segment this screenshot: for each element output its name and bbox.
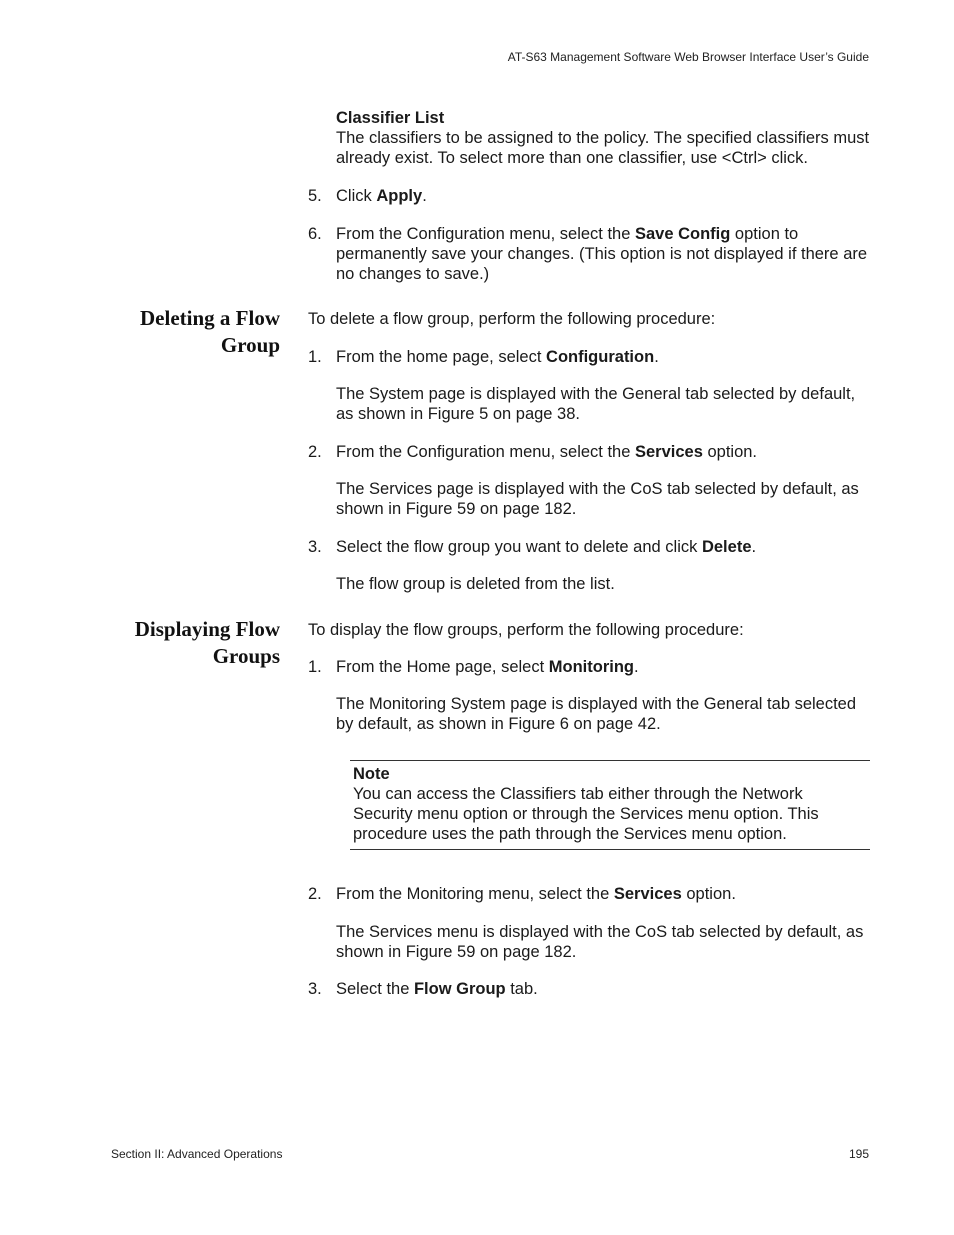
- step-number: 3.: [308, 980, 322, 998]
- step-text: option to permanently save your changes. (This option is not displayed if there are no changes to save.): [336, 225, 868, 283]
- step-keyword: Services: [613, 885, 682, 903]
- step-text: tab.: [505, 980, 538, 998]
- step-text: From the Home page, select: [336, 658, 549, 676]
- step-save-config: [336, 224, 876, 284]
- heading-line: Deleting a Flow: [140, 306, 280, 330]
- step-text: .: [422, 187, 427, 205]
- step-number: 5.: [308, 187, 322, 205]
- step-detail: The Services page is displayed with the CoS tab selected by default, as shown in Figure 59 on page 182.: [336, 480, 859, 518]
- step-keyword: Apply: [376, 187, 423, 205]
- step-detail: The System page is displayed with the General tab selected by default, as shown in Figure 5 on page 38.: [336, 385, 856, 423]
- step-select-configuration: [336, 347, 876, 367]
- step-text: From the Monitoring menu, select the: [336, 885, 614, 903]
- section-heading-deleting: [80, 305, 280, 359]
- step-select-services: [336, 442, 876, 462]
- step-keyword: Configuration: [546, 348, 655, 366]
- classifier-list-text: The classifiers to be assigned to the policy. The specified classifiers must already exist. To select more than one classifier, use <Ctrl> click.: [336, 129, 870, 167]
- step-select-services: [336, 884, 876, 904]
- note-title: Note: [353, 765, 390, 783]
- step-text: Select the flow group you want to delete and click: [336, 538, 702, 556]
- step-text: .: [654, 348, 659, 366]
- step-number: 1.: [308, 348, 322, 366]
- running-header: AT-S63 Management Software Web Browser Interface User’s Guide: [507, 50, 869, 64]
- step-select-monitoring: [336, 657, 876, 677]
- heading-line: Groups: [212, 644, 280, 668]
- step-text: From the Configuration menu, select the: [336, 443, 635, 461]
- step-keyword: Monitoring: [548, 658, 634, 676]
- step-number: 2.: [308, 443, 322, 461]
- step-text: option.: [681, 885, 736, 903]
- step-text: .: [751, 538, 757, 556]
- step-detail: The flow group is deleted from the list.: [336, 575, 615, 593]
- step-select-flow-group-tab: [336, 979, 876, 999]
- heading-line: Group: [220, 333, 280, 357]
- step-number: 1.: [308, 658, 322, 676]
- note-text: You can access the Classifiers tab either through the Network Security menu option or through the Services menu option. This procedure uses the path through the Services menu option.: [353, 785, 819, 843]
- step-text: option.: [702, 443, 758, 461]
- step-number: 2.: [308, 885, 322, 903]
- step-text: Select the: [336, 980, 414, 998]
- step-text: From the home page, select: [336, 348, 547, 366]
- classifier-list-block: [336, 108, 876, 168]
- section-intro: To display the flow groups, perform the following procedure:: [308, 621, 744, 639]
- section-intro: To delete a flow group, perform the following procedure:: [308, 310, 716, 328]
- classifier-list-heading: Classifier List: [336, 109, 445, 127]
- note-box: [350, 760, 870, 850]
- step-delete: [336, 537, 876, 557]
- step-text: Click: [336, 187, 377, 205]
- heading-line: Displaying Flow: [134, 617, 280, 641]
- step-keyword: Save Config: [634, 225, 731, 243]
- page-number: 195: [848, 1147, 869, 1161]
- step-keyword: Delete: [701, 538, 752, 556]
- step-keyword: Flow Group: [413, 980, 506, 998]
- step-detail: The Services menu is displayed with the CoS tab selected by default, as shown in Figure 59 on page 182.: [336, 923, 864, 961]
- step-detail: The Monitoring System page is displayed with the General tab selected by default, as shown in Figure 6 on page 42.: [336, 695, 857, 733]
- step-apply: [336, 186, 876, 206]
- step-text: .: [634, 658, 639, 676]
- step-number: 3.: [308, 538, 322, 556]
- step-keyword: Services: [634, 443, 703, 461]
- step-number: 6.: [308, 225, 322, 243]
- section-heading-displaying: [80, 616, 280, 670]
- footer-section: Section II: Advanced Operations: [111, 1147, 283, 1161]
- step-text: From the Configuration menu, select the: [336, 225, 635, 243]
